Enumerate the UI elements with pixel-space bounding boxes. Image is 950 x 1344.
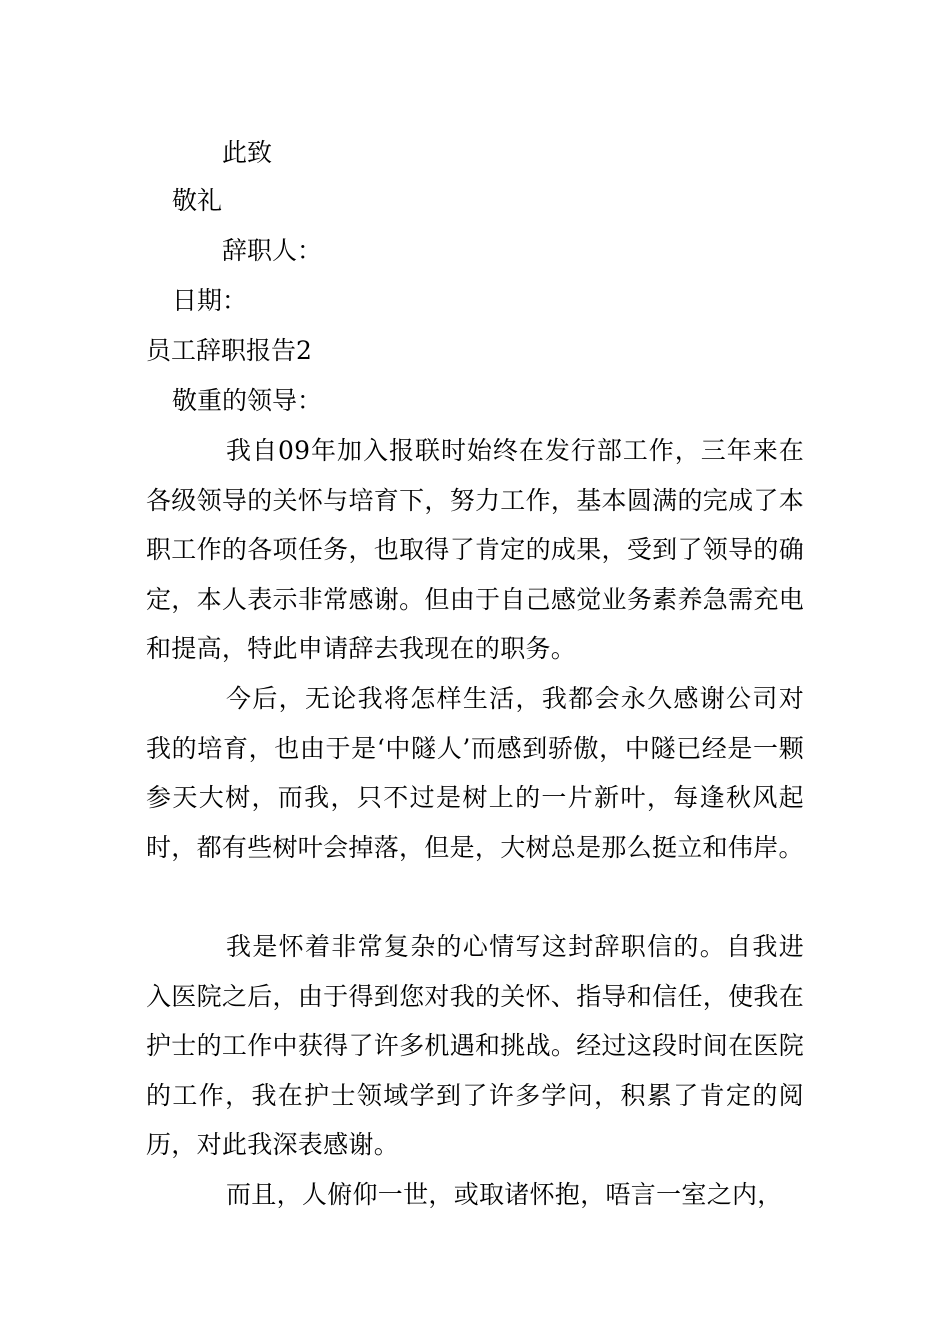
- body-paragraph-4: 而且，人俯仰一世，或取诸怀抱，唔言一室之内，: [226, 1180, 783, 1209]
- closing-regards: 敬礼: [172, 186, 223, 215]
- report-title: 员工辞职报告2: [146, 336, 312, 365]
- resigner-label: 辞职人：: [222, 236, 323, 265]
- date-label: 日期：: [172, 286, 248, 315]
- body-paragraph-3: 我是怀着非常复杂的心情写这封辞职信的。自我进入医院之后，由于得到您对我的关怀、指导和信任，使我在护士的工作中获得了许多机遇和挑战。经过这段时间在医院的工作，我在护士领域学到了许多学问，积累了肯定的阅历，对此我深表感谢。: [146, 932, 804, 1159]
- report-greeting: 敬重的领导：: [172, 386, 323, 415]
- body-paragraph-1: 我自09年加入报联时始终在发行部工作，三年来在各级领导的关怀与培育下，努力工作，基本圆满的完成了本职工作的各项任务，也取得了肯定的成果，受到了领导的确定，本人表示非常感谢。但由于自己感觉业务素养急需充电和提高，特此申请辞去我现在的职务。: [146, 436, 804, 663]
- closing-salute: 此致: [222, 138, 273, 167]
- body-paragraph-2: 今后，无论我将怎样生活，我都会永久感谢公司对我的培育，也由于是‘中隧人’而感到骄傲，中隧已经是一颗参天大树，而我，只不过是树上的一片新叶，每逢秋风起时，都有些树叶会掉落，但是，大树总是那么挺立和伟岸。: [146, 684, 804, 862]
